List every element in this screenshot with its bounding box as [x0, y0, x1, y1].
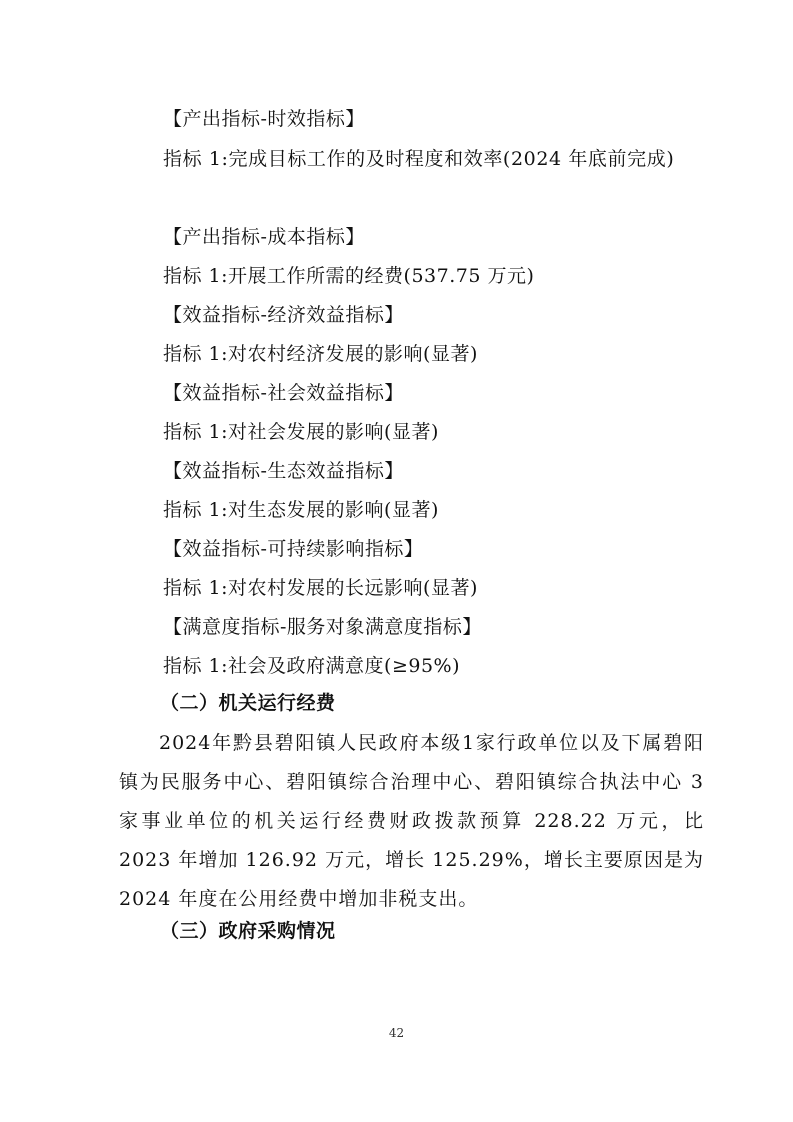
indicator-sustainable-1: 指标 1:对农村发展的长远影响(显著)	[163, 577, 478, 599]
operating-expenses-paragraph: 2024年黔县碧阳镇人民政府本级1家行政单位以及下属碧阳镇为民服务中心、碧阳镇综合治理中心、碧阳镇综合执法中心 3 家事业单位的机关运行经费财政拨款预算 228.22 万元，比 2023 年增加 126.92 万元，增长 125.29%，增长主要原因是为 2024 年度在公用经费中增加非税支出。	[119, 732, 704, 910]
indicator-category-satisfaction: 【满意度指标-服务对象满意度指标】	[163, 616, 482, 638]
indicator-category-cost: 【产出指标-成本指标】	[163, 226, 365, 248]
indicator-satisfaction-1: 指标 1:社会及政府满意度(≥95%)	[163, 655, 461, 677]
indicator-social-1: 指标 1:对社会发展的影响(显著)	[163, 421, 439, 443]
indicator-timeliness-1: 指标 1:完成目标工作的及时程度和效率(2024 年底前完成)	[163, 148, 675, 170]
indicator-category-sustainable: 【效益指标-可持续影响指标】	[163, 538, 424, 560]
indicator-economic-1: 指标 1:对农村经济发展的影响(显著)	[163, 343, 478, 365]
indicator-category-ecological: 【效益指标-生态效益指标】	[163, 460, 404, 482]
indicator-category-social: 【效益指标-社会效益指标】	[163, 382, 404, 404]
indicator-category-timeliness: 【产出指标-时效指标】	[163, 108, 365, 130]
indicator-cost-1: 指标 1:开展工作所需的经费(537.75 万元)	[163, 265, 535, 287]
indicator-ecological-1: 指标 1:对生态发展的影响(显著)	[163, 499, 439, 521]
section-heading-government-procurement: （三）政府采购情况	[160, 920, 336, 942]
indicator-category-economic: 【效益指标-经济效益指标】	[163, 304, 404, 326]
section-heading-operating-expenses: （二）机关运行经费	[160, 692, 336, 714]
page-number: 42	[388, 1026, 405, 1040]
